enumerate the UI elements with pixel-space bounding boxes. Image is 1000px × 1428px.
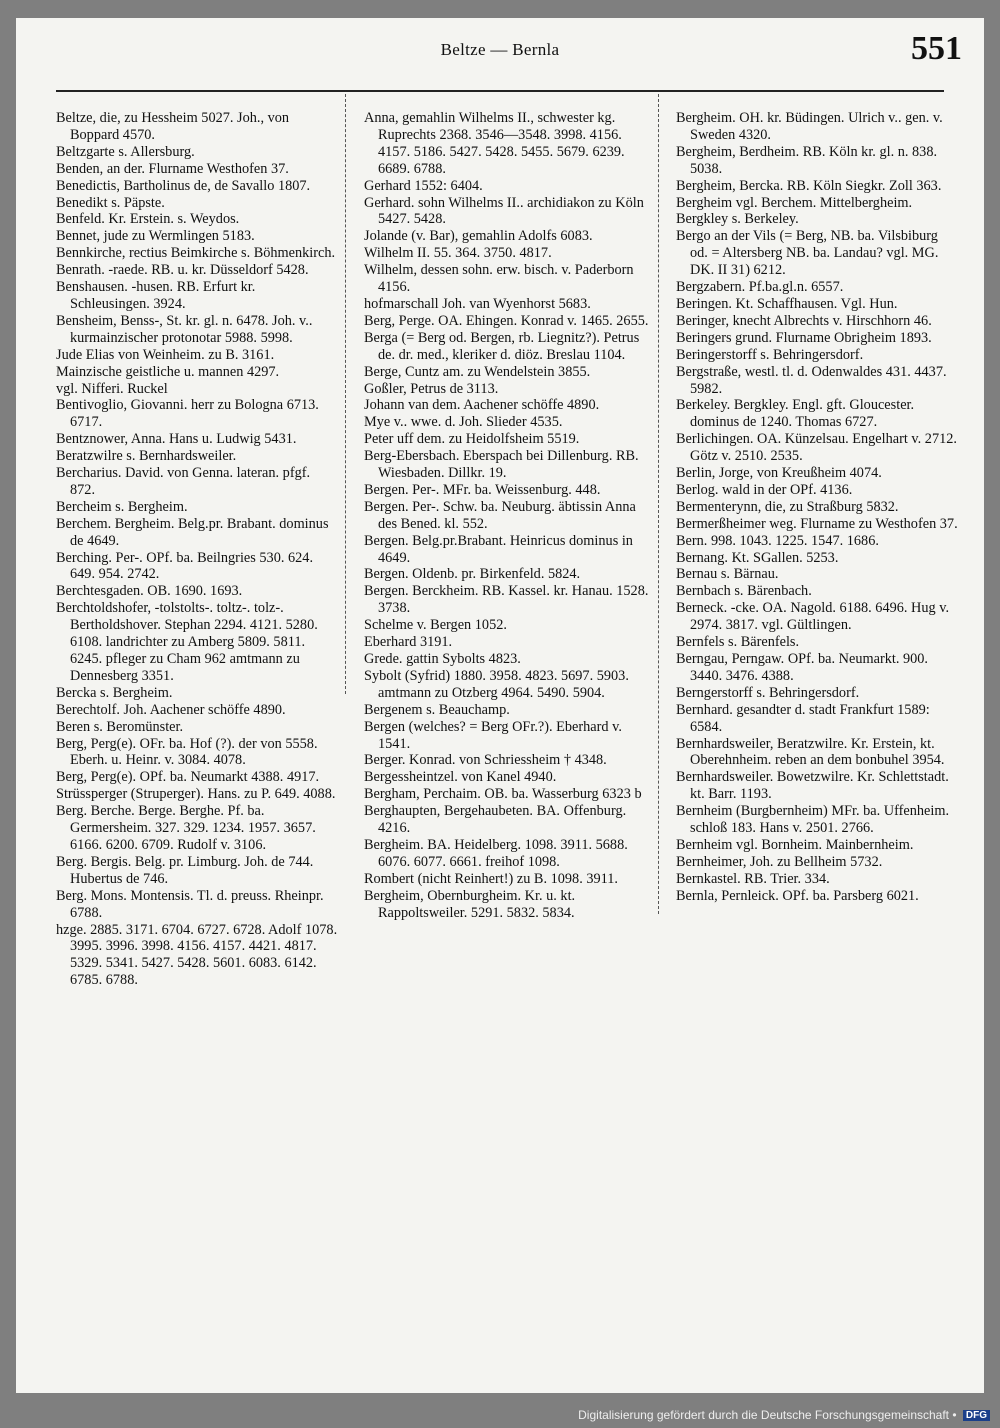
- index-entry: Bergen. Per-. Schw. ba. Neuburg. äbtissin Anna des Bened. kl. 552.: [364, 498, 636, 532]
- index-entry: Bernheim vgl. Bornheim. Mainbernheim.: [676, 836, 914, 853]
- index-entry: Rombert (nicht Reinhert!) zu B. 1098. 3911.: [364, 870, 618, 887]
- index-entry: Berg-Ebersbach. Eberspach bei Dillenburg. RB. Wiesbaden. Dillkr. 19.: [364, 448, 639, 482]
- index-entry: Beltze, die, zu Hessheim 5027. Joh., von Boppard 4570.: [56, 110, 290, 143]
- index-entry: Berga (= Berg od. Bergen, rb. Liegnitz?). Petrus de. dr. med., kleriker d. diöz. Breslau 1104.: [364, 329, 640, 363]
- index-entry: Bergham, Perchaim. OB. ba. Wasserburg 6323 b: [364, 786, 642, 803]
- index-entry: Beringen. Kt. Schaffhausen. Vgl. Hun.: [676, 295, 898, 312]
- index-entry: Bergen (welches? = Berg OFr.?). Eberhard v. 1541.: [364, 718, 622, 752]
- index-entry: Beringers grund. Flurname Obrigheim 1893.: [676, 329, 932, 346]
- index-entry: Bergessheintzel. von Kanel 4940.: [364, 769, 557, 786]
- index-entry: Bernheim (Burgbernheim) MFr. ba. Uffenheim. schloß 183. Hans v. 2501. 2766.: [676, 803, 950, 837]
- index-entry: Bernheimer, Joh. zu Bellheim 5732.: [676, 853, 883, 870]
- index-entry: Mye v.. wwe. d. Joh. Slieder 4535.: [364, 414, 563, 431]
- index-entry: Wilhelm, dessen sohn. erw. bisch. v. Paderborn 4156.: [364, 262, 634, 296]
- index-entry: Bermerßheimer weg. Flurname zu Westhofen 37.: [676, 515, 958, 532]
- index-entry: Berngau, Perngaw. OPf. ba. Neumarkt. 900. 3440. 3476. 4388.: [676, 651, 928, 684]
- header-rule: [56, 90, 944, 92]
- index-entry: Jude Elias von Weinheim. zu B. 3161.: [56, 346, 275, 363]
- index-entry: Johann van dem. Aachener schöffe 4890.: [364, 397, 600, 414]
- index-entry: Beltzgarte s. Allersburg.: [56, 143, 195, 160]
- index-entry: Benshausen. -husen. RB. Erfurt kr. Schleusingen. 3924.: [56, 279, 256, 312]
- index-entry: Bergheim. OH. kr. Büdingen. Ulrich v.. gen. v. Sweden 4320.: [676, 110, 943, 143]
- index-entry: Bergzabern. Pf.ba.gl.n. 6557.: [676, 279, 844, 296]
- index-entry: Bern. 998. 1043. 1225. 1547. 1686.: [676, 532, 879, 549]
- index-entry: Bercheim s. Bergheim.: [56, 498, 188, 515]
- column-divider: [658, 94, 659, 914]
- index-entry: Berg. Berche. Berge. Berghe. Pf. ba. Germersheim. 327. 329. 1234. 1957. 3657. 6166. 6200. 6709. Rudolf v. 3106.: [56, 803, 316, 853]
- index-entry: Bergheim vgl. Berchem. Mittelbergheim.: [676, 194, 913, 211]
- index-column-right: [676, 110, 958, 905]
- index-entry: Sybolt (Syfrid) 1880. 3958. 4823. 5697. 5903. amtmann zu Otzberg 4964. 5490. 5904.: [364, 667, 629, 701]
- index-entry: Peter uff dem. zu Heidolfsheim 5519.: [364, 431, 580, 448]
- index-entry: Bennet, jude zu Wermlingen 5183.: [56, 228, 255, 245]
- index-entry: Berg. Bergis. Belg. pr. Limburg. Joh. de 744. Hubertus de 746.: [56, 853, 314, 887]
- index-entry: Benden, an der. Flurname Westhofen 37.: [56, 160, 289, 177]
- index-entry: Bergen. Berckheim. RB. Kassel. kr. Hanau. 1528. 3738.: [364, 583, 649, 617]
- index-entry: Beren s. Beromünster.: [56, 718, 184, 735]
- dfg-logo: DFG: [963, 1410, 990, 1421]
- index-entry: Bensheim, Benss-, St. kr. gl. n. 6478. Joh. v.. kurmainzischer protonotar 5988. 5998.: [56, 312, 313, 346]
- index-entry: Bergen. Oldenb. pr. Birkenfeld. 5824.: [364, 566, 581, 583]
- index-entry: Berneck. -cke. OA. Nagold. 6188. 6496. Hug v. 2974. 3817. vgl. Gültlingen.: [676, 600, 950, 634]
- index-entry: Berger. Konrad. von Schriessheim † 4348.: [364, 752, 607, 769]
- page-header: [16, 18, 984, 88]
- index-entry: Berghaupten, Bergehaubeten. BA. Offenburg. 4216.: [364, 803, 627, 837]
- index-column-middle: [364, 110, 652, 922]
- running-title: Beltze — Bernla: [440, 40, 560, 59]
- index-entry: Benfeld. Kr. Erstein. s. Weydos.: [56, 211, 240, 228]
- index-entry: Bergheim, Bercka. RB. Köln Siegkr. Zoll 363.: [676, 177, 942, 194]
- index-entry: Berg. Mons. Montensis. Tl. d. preuss. Rheinpr. 6788.: [56, 887, 324, 921]
- index-entry: Bergheim. BA. Heidelberg. 1098. 3911. 5688. 6076. 6077. 6661. freihof 1098.: [364, 836, 628, 870]
- index-entry: Bentznower, Anna. Hans u. Ludwig 5431.: [56, 431, 297, 448]
- index-entry: Anna, gemahlin Wilhelms II., schwester kg. Ruprechts 2368. 3546—3548. 3998. 4156. 4157. 5186. 5427. 5428. 5455. 5679. 6239. 6689. 6788.: [364, 110, 625, 177]
- index-entry: Berchem. Bergheim. Belg.pr. Brabant. dominus de 4649.: [56, 515, 329, 549]
- index-entry: hzge. 2885. 3171. 6704. 6727. 6728. Adolf 1078. 3995. 3996. 3998. 4156. 4157. 4421. 4817. 5329. 5341. 5427. 5428. 5601. 6083. 6142. 6785. 6788.: [56, 921, 338, 989]
- index-entry: Berching. Per-. OPf. ba. Beilngries 530. 624. 649. 954. 2742.: [56, 549, 314, 583]
- index-entry: Bergen. Per-. MFr. ba. Weissenburg. 448.: [364, 481, 601, 498]
- index-entry: Benedikt s. Päpste.: [56, 194, 165, 211]
- index-entry: Bernkastel. RB. Trier. 334.: [676, 870, 830, 887]
- index-entry: Berg, Perg(e). OFr. ba. Hof (?). der von 5558. Eberh. u. Heinr. v. 3084. 4078.: [56, 735, 318, 769]
- index-entry: Jolande (v. Bar), gemahlin Adolfs 6083.: [364, 228, 593, 245]
- index-entry: Berchtoldshofer, -tolstolts-. toltz-. tolz-. Bertholdshover. Stephan 2294. 4121. 5280. 6108. landrichter zu Amberg 5809. 5811. 6245. pfleger zu Cham 962 amtmann zu Dennesberg 3351.: [56, 600, 318, 684]
- index-entry: Bercka s. Bergheim.: [56, 684, 173, 701]
- index-entry: Strüssperger (Struperger). Hans. zu P. 649. 4088.: [56, 786, 336, 803]
- index-entry: Bergenem s. Beauchamp.: [364, 701, 510, 718]
- index-entry: Bernhardsweiler. Bowetzwilre. Kr. Schlettstadt. kt. Barr. 1193.: [676, 769, 949, 803]
- index-entry: Bernhardsweiler, Beratzwilre. Kr. Erstein, kt. Oberehnheim. reben an dem bonbuhel 3954.: [676, 735, 945, 769]
- index-entry: Bermenterynn, die, zu Straßburg 5832.: [676, 498, 899, 515]
- index-entry: Eberhard 3191.: [364, 634, 453, 651]
- index-entry: Bergheim, Obernburgheim. Kr. u. kt. Rappoltsweiler. 5291. 5832. 5834.: [364, 887, 576, 921]
- index-entry: Berlin, Jorge, von Kreußheim 4074.: [676, 465, 882, 482]
- index-entry: Grede. gattin Sybolts 4823.: [364, 651, 521, 667]
- index-entry: Benrath. -raede. RB. u. kr. Düsseldorf 5428.: [56, 262, 309, 279]
- index-column-left: [56, 110, 338, 989]
- book-page: [16, 18, 984, 1393]
- footer-credit: [0, 1408, 1000, 1422]
- index-entry: Berlichingen. OA. Künzelsau. Engelhart v. 2712. Götz v. 2510. 2535.: [676, 431, 957, 465]
- index-entry: Bergheim, Berdheim. RB. Köln kr. gl. n. 838. 5038.: [676, 143, 938, 177]
- index-entry: Bercharius. David. von Genna. lateran. pfgf. 872.: [56, 465, 311, 498]
- index-entry: Berkeley. Bergkley. Engl. gft. Gloucester. dominus de 1240. Thomas 6727.: [676, 397, 915, 431]
- index-entry: Berechtolf. Joh. Aachener schöffe 4890.: [56, 701, 286, 718]
- index-entry: Berge, Cuntz am. zu Wendelstein 3855.: [364, 363, 591, 380]
- index-entry: Bernbach s. Bärenbach.: [676, 583, 812, 600]
- index-entry: Berchtesgaden. OB. 1690. 1693.: [56, 583, 243, 600]
- index-entry: Bernfels s. Bärenfels.: [676, 634, 800, 651]
- index-entry: Berngerstorff s. Behringersdorf.: [676, 684, 860, 701]
- index-entry: Berg, Perge. OA. Ehingen. Konrad v. 1465. 2655.: [364, 312, 649, 329]
- page-number: 551: [911, 30, 962, 67]
- index-entry: Goßler, Petrus de 3113.: [364, 380, 499, 397]
- column-divider: [345, 94, 346, 694]
- index-entry: Beringerstorff s. Behringersdorf.: [676, 346, 864, 363]
- index-entry: Bentivoglio, Giovanni. herr zu Bologna 6713. 6717.: [56, 397, 319, 431]
- index-entry: Bernau s. Bärnau.: [676, 566, 779, 583]
- index-entry: Berg, Perg(e). OPf. ba. Neumarkt 4388. 4917.: [56, 769, 320, 786]
- index-entry: Bernhard. gesandter d. stadt Frankfurt 1589: 6584.: [676, 701, 930, 735]
- index-entry: hofmarschall Joh. van Wyenhorst 5683.: [364, 295, 591, 312]
- index-entry: Bennkirche, rectius Beimkirche s. Böhmenkirch.: [56, 245, 336, 262]
- index-entry: Bernang. Kt. SGallen. 5253.: [676, 549, 839, 566]
- footer-text: Digitalisierung gefördert durch die Deutsche Forschungsgemeinschaft •: [578, 1408, 957, 1422]
- index-entry: Bergstraße, westl. tl. d. Odenwaldes 431. 4437. 5982.: [676, 363, 947, 397]
- index-entry: Bergen. Belg.pr.Brabant. Heinricus dominus in 4649.: [364, 532, 633, 566]
- index-entry: Beratzwilre s. Bernhardsweiler.: [56, 448, 237, 465]
- index-entry: Bergo an der Vils (= Berg, NB. ba. Vilsbiburg od. = Altersberg NB. ba. Landau? vgl. MG. DK. II 31) 6212.: [676, 228, 939, 279]
- index-entry: Berlog. wald in der OPf. 4136.: [676, 481, 853, 498]
- index-entry: Benedictis, Bartholinus de, de Savallo 1807.: [56, 177, 311, 194]
- index-entry: Gerhard. sohn Wilhelms II.. archidiakon zu Köln 5427. 5428.: [364, 194, 644, 228]
- index-entry: Schelme v. Bergen 1052.: [364, 617, 507, 634]
- index-entry: Gerhard 1552: 6404.: [364, 177, 483, 194]
- index-entry: Mainzische geistliche u. mannen 4297.: [56, 363, 280, 380]
- index-entry: vgl. Nifferi. Ruckel: [56, 380, 168, 397]
- index-entry: Beringer, knecht Albrechts v. Hirschhorn 46.: [676, 312, 932, 329]
- index-entry: Wilhelm II. 55. 364. 3750. 4817.: [364, 245, 552, 262]
- index-entry: Bergkley s. Berkeley.: [676, 211, 799, 228]
- index-entry: Bernla, Pernleick. OPf. ba. Parsberg 6021.: [676, 887, 919, 904]
